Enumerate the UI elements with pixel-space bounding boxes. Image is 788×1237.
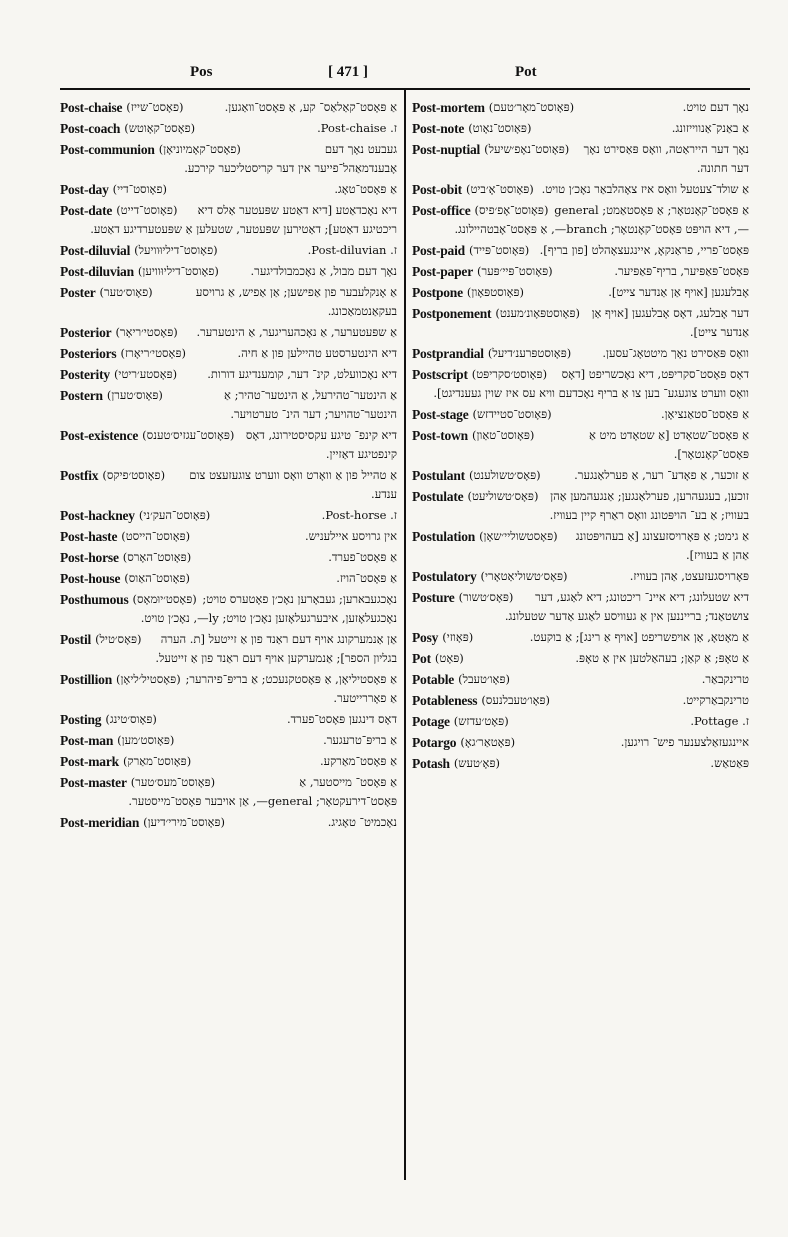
entry-definition: ז. Pottage.	[690, 714, 749, 728]
dictionary-entry	[60, 506, 397, 525]
entry-pronunciation: (פּאָוסט׳מען)	[117, 733, 175, 747]
dictionary-entry	[60, 813, 397, 832]
entry-definition: איינגעזאַלצענער פיש־ רויגען.	[620, 735, 749, 749]
entry-pronunciation: (פאָסט־קאָמיוניאָן)	[158, 142, 241, 156]
entry-headword: Post-town	[412, 428, 468, 443]
entry-pronunciation: (פּאָוס׳טערן)	[106, 388, 163, 402]
entry-headword: Post-paid	[412, 243, 465, 258]
entry-headword: Posterior	[60, 325, 112, 340]
entry-pronunciation: (פאָסט־קאָוטש)	[124, 121, 196, 135]
entry-headword: Posting	[60, 712, 102, 727]
entry-definition: אַ פּאָסט־פערד.	[328, 550, 397, 564]
entry-pronunciation: (פּאָוסט־אָ׳ביט)	[465, 182, 534, 196]
entry-headword: Post-nuptial	[412, 142, 481, 157]
entry-pronunciation: (פאָוס׳טער)	[99, 285, 153, 299]
entry-definition: אַ זוכער, אַ פאָדע־ רער, אַ פערלאַנגער.	[574, 468, 749, 482]
entry-pronunciation: (פּאָו׳טעבל)	[458, 672, 510, 686]
entry-headword: Post-date	[60, 203, 113, 218]
dictionary-entry	[60, 283, 397, 321]
entry-definition: געבעט נאָך דעם אָבענדמאַהל־פייער אין דער קריסטליכער קירכע.	[184, 142, 397, 175]
entry-pronunciation: (פּאָוסט־מאָר׳טעם)	[488, 100, 575, 114]
dictionary-entry	[412, 405, 749, 424]
entry-headword: Post-note	[412, 121, 465, 136]
entry-definition: אַ שפּעטערער, אַ נאָכהעריגער, אַ הינטערער.	[196, 325, 397, 339]
dictionary-entry	[412, 344, 749, 363]
entry-pronunciation: (פּאָוזי)	[442, 630, 474, 644]
entry-definition: אַ טאָפּ; אַ קאַן; בעהאַלטען אין אַ טאָפּ.	[575, 651, 749, 665]
entry-pronunciation: (פּאָוסט־פּיי׳פּער)	[477, 264, 553, 278]
dictionary-entry	[412, 567, 749, 586]
entry-headword: Posteriors	[60, 346, 117, 361]
entry-pronunciation: (פאָוסט־דיי)	[112, 182, 167, 196]
dictionary-entry	[60, 752, 397, 771]
dictionary-entry	[412, 426, 749, 464]
entry-headword: Postponement	[412, 306, 492, 321]
dictionary-entry	[60, 201, 397, 239]
entry-headword: Post-obit	[412, 182, 462, 197]
entry-definition: אין גרויסע איילעניש.	[305, 529, 397, 543]
entry-headword: Post-paper	[412, 264, 473, 279]
dictionary-entry	[60, 365, 397, 384]
dictionary-entry	[412, 712, 749, 731]
entry-headword: Posture	[412, 590, 455, 605]
entry-headword: Postil	[60, 632, 92, 647]
entry-pronunciation: (פּאָסטשוליי׳שאָן)	[479, 529, 558, 543]
entry-pronunciation: (פּאָוסט־אָפ׳פיס)	[474, 203, 549, 217]
dictionary-entry	[60, 548, 397, 567]
entry-definition: פּאַטאַש.	[710, 756, 749, 770]
right-column	[412, 98, 749, 1178]
entry-definition: אַ פּאָסט־שטאָדט [אַ שטאָדט מיט אַ פּאָסט־קאָנטאָר].	[589, 428, 749, 461]
entry-definition: טרינקבאַרקייט.	[682, 693, 749, 707]
dictionary-entry	[412, 241, 749, 260]
entry-pronunciation: (פּאָוסט־הייסט)	[121, 529, 191, 543]
dictionary-entry	[412, 466, 749, 485]
entry-definition: אַ פּאָסט־ מייסטער, אַ פּאָסט־דירעקטאָר; general—, אַן אויבער פּאָסט־מייסטער.	[128, 775, 397, 808]
entry-pronunciation: (פּאָוסט־מירי׳דיען)	[143, 815, 226, 829]
header-right-guide-word: Pot	[515, 64, 537, 80]
entry-pronunciation: (פּאָסטע׳ריטי)	[113, 367, 178, 381]
entry-definition: דיא שטעלונג; דיא איינ־ ריכטונג; דיא לאַגע, דער צושטאַנד; ברייננען אין אַ געוויסע לאַגע אַדער שטעלונג.	[504, 590, 749, 623]
entry-definition: אַ הינטער־טהירעל, אַ הינטער־טהיר; אַ הינטער־טהויער; דער הינ־ טערטויער.	[224, 388, 397, 421]
entry-pronunciation: (פּאָו׳טעבלנעס)	[481, 693, 550, 707]
dictionary-entry	[60, 710, 397, 729]
entry-headword: Potage	[412, 714, 450, 729]
page-header	[60, 60, 750, 84]
dictionary-entry	[412, 487, 749, 525]
dictionary-entry	[60, 262, 397, 281]
dictionary-entry	[412, 283, 749, 302]
entry-headword: Post-meridian	[60, 815, 140, 830]
entry-pronunciation: (פּאָוסט־האַוס)	[124, 571, 190, 585]
dictionary-entry	[60, 98, 397, 117]
entry-pronunciation: (פּאָוסט־מאַרק)	[122, 754, 192, 768]
entry-headword: Postscript	[412, 367, 468, 382]
entry-definition: אַ פּאָסט־קאָנטאָר; אַ פּאָסטאַמט; general—, דיא הויפּט פּאָסט־קאָנטאָר; branch—, אַ פּאָסט־אָבטהיילונג.	[454, 203, 749, 236]
entry-pronunciation: (פּאָוסט־נאָפ׳שיעל)	[484, 142, 570, 156]
dictionary-entry	[412, 754, 749, 773]
entry-definition: אַ בריפּ־טרעגער.	[323, 733, 397, 747]
dictionary-entry	[60, 386, 397, 424]
entry-definition: אַ פּאָסט־מאַרקע.	[319, 754, 397, 768]
entry-pronunciation: (פאָוסט־דייט)	[116, 203, 178, 217]
dictionary-entry	[60, 426, 397, 464]
entry-headword: Postpone	[412, 285, 463, 300]
entry-headword: Post-diluvial	[60, 243, 131, 258]
dictionary-entry	[60, 773, 397, 811]
dictionary-entry	[412, 588, 749, 626]
entry-pronunciation: (פּאָט׳עדזש)	[453, 714, 509, 728]
entry-headword: Postulant	[412, 468, 465, 483]
entry-definition: אַ מאָטאָ, אַן אויפשריפט [אויף אַ רינג]; אַ בוקעט.	[529, 630, 749, 644]
entry-pronunciation: (פּאָוסטפּאָון)	[466, 285, 525, 299]
entry-definition: אַ באַנק־אַנווייזונג.	[671, 121, 749, 135]
entry-headword: Postern	[60, 388, 103, 403]
dictionary-entry	[60, 630, 397, 668]
entry-definition: זוכען, בעגעהרען, פערלאַנגען; אַנגעהמען אַהן בעוויז; אַ בע־ הויפּטונג וואָס ראַרף קיין בעוויז.	[549, 489, 749, 522]
dictionary-entry	[60, 119, 397, 138]
dictionary-entry	[412, 262, 749, 281]
entry-headword: Posterity	[60, 367, 110, 382]
entry-definition: פּאָסט־פּאַפּיער, בריף־פּאַפּיער.	[614, 264, 749, 278]
dictionary-page	[60, 60, 750, 1180]
dictionary-entry	[60, 466, 397, 504]
dictionary-entry	[412, 691, 749, 710]
entry-headword: Posy	[412, 630, 439, 645]
entry-definition: וואָס פּאַסירט נאָך מיטטאָג־עסען.	[602, 346, 749, 360]
entry-definition: אַן אַנמערקונג אויף דעם ראַנד פון אַ זייטעל [ת. הערה בגליון הספר]; אַנמערקען אויף דעם ראַנד פון אַ זייטעל.	[155, 632, 397, 665]
page-number: [ 471 ]	[328, 64, 368, 80]
dictionary-entry	[412, 119, 749, 138]
entry-definition: אַ פּאָסטיליאָן, אַ פּאָסטקנעכט; אַ בריפּ־פיהרער; אַ פאָררייטער.	[185, 672, 397, 705]
entry-pronunciation: (פאָוסט־דיליוּוויען)	[137, 264, 219, 278]
entry-definition: ז. Post-horse.	[321, 508, 397, 522]
entry-pronunciation: (פּאָוסט־נאָוט)	[468, 121, 532, 135]
entry-definition: נאָכמיט־ טאָגיג.	[327, 815, 397, 829]
entry-headword: Post-day	[60, 182, 109, 197]
entry-headword: Post-stage	[412, 407, 469, 422]
entry-definition: אַ פּאָסט־הויז.	[336, 571, 397, 585]
dictionary-entry	[412, 98, 749, 117]
entry-pronunciation: (פּאָוסטפּרענ׳דיעל)	[487, 346, 572, 360]
entry-pronunciation: (פּאָוסט־העק׳ני)	[138, 508, 211, 522]
dictionary-entry	[412, 140, 749, 178]
entry-definition: אַ פּאָסט־סטאַנציאָן.	[660, 407, 749, 421]
entry-definition: דאָס פּאָסט־סקריפּט, דיא נאָכשריפט [דאָס וואָס ווערט צוגעגע־ בען צו אַ בריף נאָכדעם וויא עס איז שוין געענדיגט].	[433, 367, 749, 400]
entry-pronunciation: (פּאָס׳טיל)	[95, 632, 142, 646]
entry-pronunciation: (פּאָוסט־פּייד)	[468, 243, 530, 257]
entry-pronunciation: (פּאָוסט־מעס׳טער)	[130, 775, 216, 789]
dictionary-entry	[60, 731, 397, 750]
entry-headword: Pot	[412, 651, 431, 666]
entry-headword: Postulate	[412, 489, 464, 504]
entry-definition: פּאָרויסגעזעצט, אַהן בעוויז.	[629, 569, 749, 583]
entry-definition: דאָס דינגען פּאָסט־פערד.	[287, 712, 397, 726]
entry-pronunciation: (פּאָט)	[434, 651, 464, 665]
entry-headword: Potable	[412, 672, 455, 687]
entry-definition: נאָכגעבארען; געבאָרען נאָכ׳ן פאָטערס טויט; נאָכגעלאָזען, איבערגעלאָזען נאָכ׳ן טויט; ly—, נאָכ׳ן טויט.	[140, 592, 397, 625]
dictionary-entry	[60, 140, 397, 178]
dictionary-entry	[412, 201, 749, 239]
entry-definition: אַ פּאָסט־טאָג.	[334, 182, 397, 196]
header-left-guide-word: Pos	[190, 64, 213, 80]
dictionary-entry	[60, 527, 397, 546]
entry-headword: Potableness	[412, 693, 478, 708]
entry-headword: Postfix	[60, 468, 99, 483]
entry-definition: דער אָבלעג, דאָס אָבלעגען [אויף אַן אַנדער צייט].	[591, 306, 749, 339]
entry-headword: Post-mortem	[412, 100, 485, 115]
entry-headword: Post-chaise	[60, 100, 123, 115]
entry-pronunciation: (פּאָסטי׳ריאָר)	[115, 325, 178, 339]
column-divider	[404, 90, 406, 1180]
entry-pronunciation: (פּאָסטיל׳ליאָן)	[116, 672, 181, 686]
entry-pronunciation: (פּאָס׳טשוליאַטאָרי)	[480, 569, 568, 583]
entry-definition: דיא הינטערסטע טהיילען פון אַ חיה.	[237, 346, 397, 360]
entry-pronunciation: (פּאָס׳טשוליעט)	[467, 489, 539, 503]
dictionary-entry	[60, 241, 397, 260]
dictionary-entry	[412, 180, 749, 199]
dictionary-entry	[412, 628, 749, 647]
entry-pronunciation: (פּאָסט׳יוּמאָס)	[132, 592, 197, 606]
entry-definition: דיא נאָכדאַטע [דיא דאַטע שפּעטער אַלס דיא ריכטיגע דאַטע]; דאַטירען שפּעטער, שטעלען אַ שפּעטערדיגע דאַטע.	[90, 203, 397, 236]
dictionary-entry	[412, 365, 749, 403]
entry-headword: Postprandial	[412, 346, 484, 361]
entry-headword: Post-diluvian	[60, 264, 134, 279]
entry-headword: Post-existence	[60, 428, 139, 443]
entry-definition: דיא נאָכוועלט, קינ־ דער, קומענדיגע דורות.	[207, 367, 397, 381]
entry-headword: Post-master	[60, 775, 127, 790]
dictionary-entry	[412, 649, 749, 668]
entry-headword: Post-haste	[60, 529, 118, 544]
entry-pronunciation: (פּאָוסט־סטיידזש)	[472, 407, 552, 421]
entry-pronunciation: (פאָוסט־דיליוּוויעל)	[134, 243, 218, 257]
entry-headword: Post-mark	[60, 754, 119, 769]
entry-definition: אַ פּאָסט־קאַלאַס־ קע, אַ פּאָסט־וואַגען.	[224, 100, 397, 114]
entry-headword: Potash	[412, 756, 450, 771]
entry-pronunciation: (פּאָס׳טשור)	[458, 590, 514, 604]
entry-definition: אַ שולד־צעטעל וואָס איז צאָהלבאַר נאָכ׳ן טויט.	[541, 182, 749, 196]
entry-definition: נאָך דעם טויט.	[682, 100, 749, 114]
dictionary-entry	[60, 670, 397, 708]
entry-headword: Posthumous	[60, 592, 129, 607]
entry-headword: Post-hackney	[60, 508, 135, 523]
entry-pronunciation: (פּאָסטי׳ריאָרז)	[120, 346, 186, 360]
dictionary-entry	[60, 590, 397, 628]
entry-pronunciation: (פאָוסט׳פיקס)	[102, 468, 166, 482]
dictionary-entry	[60, 180, 397, 199]
entry-pronunciation: (פּאָ׳טעש)	[453, 756, 500, 770]
entry-definition: ז. Post-diluvian.	[307, 243, 397, 257]
dictionary-entry	[412, 670, 749, 689]
dictionary-entry	[60, 344, 397, 363]
entry-headword: Post-communion	[60, 142, 155, 157]
entry-pronunciation: (פאָסט־שייז)	[126, 100, 184, 114]
entry-headword: Post-coach	[60, 121, 121, 136]
entry-headword: Post-office	[412, 203, 471, 218]
entry-headword: Post-house	[60, 571, 121, 586]
entry-definition: טרינקבאַר.	[701, 672, 749, 686]
entry-headword: Poster	[60, 285, 96, 300]
entry-pronunciation: (פּאָס׳טשולענט)	[468, 468, 541, 482]
entry-pronunciation: (פּאָוס׳טינג)	[105, 712, 157, 726]
dictionary-entry	[412, 733, 749, 752]
entry-definition: דיא קינפ־ טיגע עקסיסטירונג, דאָס קינפטיגע דאַזיין.	[245, 428, 397, 461]
entry-pronunciation: (פּאָוסט־טאַון)	[471, 428, 535, 442]
entry-definition: נאָך דעם מבול, אַ נאָכמבולדיגער.	[250, 264, 397, 278]
entry-headword: Post-man	[60, 733, 114, 748]
entry-pronunciation: (פּאָוסט־עגזיס׳טענס)	[142, 428, 235, 442]
entry-headword: Post-horse	[60, 550, 119, 565]
entry-pronunciation: (פּאָוסט־האָרס)	[122, 550, 192, 564]
dictionary-entry	[60, 323, 397, 342]
left-column	[60, 98, 397, 1178]
entry-definition: אָבלעגען [אויף אַן אַנדער צייט].	[608, 285, 749, 299]
entry-headword: Potargo	[412, 735, 457, 750]
dictionary-entry	[60, 569, 397, 588]
entry-definition: אַ גימט; אַ פּאָרויסזעצונג [אַ בעהויפּטונג אַהן אַ בעוויז].	[575, 529, 749, 562]
dictionary-entry	[412, 304, 749, 342]
entry-definition: אַ טהייל פון אַ וואָרט וואָס ווערט צוגעזעצט צום ענדע.	[189, 468, 397, 501]
entry-pronunciation: (פּאָוסט׳סקריפּט)	[471, 367, 548, 381]
dictionary-entry	[412, 527, 749, 565]
entry-definition: נאָך דער הייראַטה, וואָס פּאַסירט נאָך דער חתונה.	[583, 142, 749, 175]
entry-pronunciation: (פּאָוסטפּאָונ׳מענט)	[495, 306, 580, 320]
entry-pronunciation: (פּאָטאַר׳גאָ)	[460, 735, 516, 749]
entry-definition: אַ אָנקלעבער פון אַפישען; אַן אַפיש, אַ גרויסע בעקאַנטמאַכונג.	[195, 285, 397, 318]
entry-definition: ז. Post-chaise.	[317, 121, 397, 135]
entry-headword: Postulation	[412, 529, 476, 544]
entry-definition: פּאָסט־פריי, פראַנקאָ, איינגעצאָהלט [פון בריף].	[539, 243, 749, 257]
entry-headword: Postulatory	[412, 569, 477, 584]
entry-headword: Postillion	[60, 672, 113, 687]
